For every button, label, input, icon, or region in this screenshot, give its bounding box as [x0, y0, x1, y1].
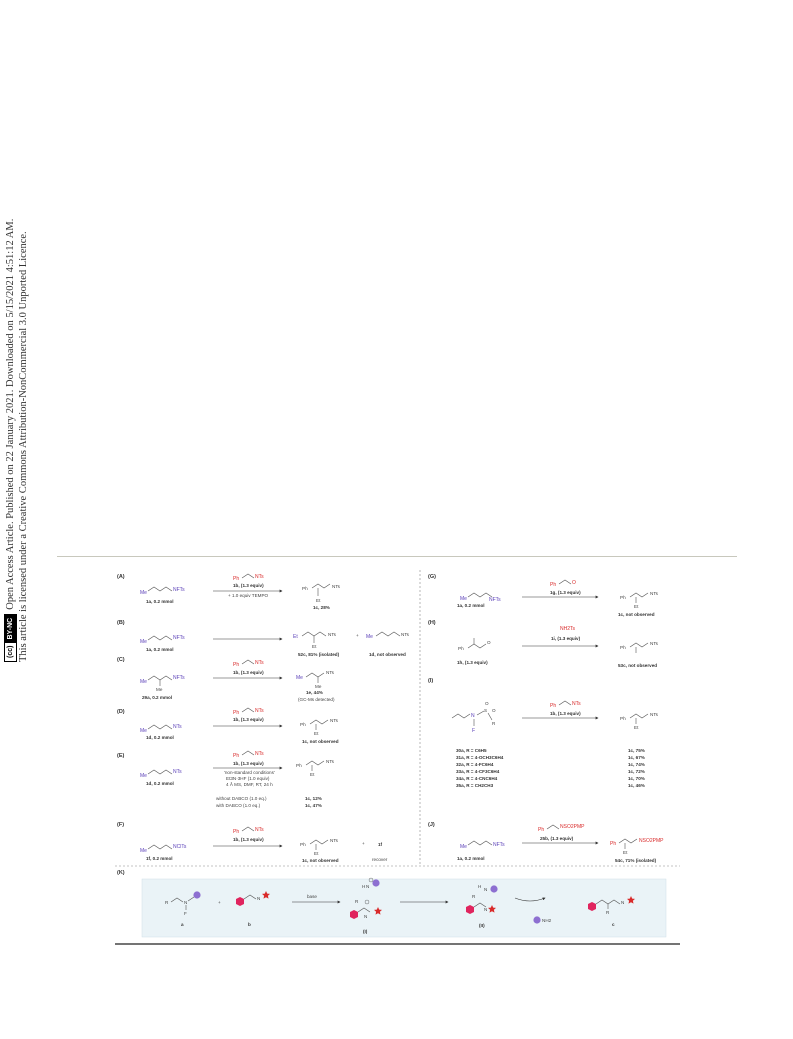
panel-c-label: (C) — [117, 657, 125, 663]
panel-b-product-2: 1d, not observed — [369, 652, 406, 657]
panel-b-sm: 1a, 0.2 mmol — [146, 647, 174, 652]
product-bond — [630, 593, 648, 597]
by-nc-badge-label: BY-NC — [5, 615, 16, 643]
panel-f-product: 1c, not observed — [302, 858, 339, 863]
panel-d — [117, 708, 339, 744]
atom-n: N — [364, 914, 368, 919]
atom-nts: NTs — [326, 670, 334, 675]
atom-ph: Ph — [550, 703, 557, 709]
product-bond — [310, 840, 328, 844]
atom-et: Et — [312, 644, 317, 649]
panel-e-result-1: 1c, 12% — [305, 796, 322, 801]
panel-b-label: (B) — [117, 620, 125, 626]
atom-ph: Ph — [296, 763, 302, 768]
product-bond — [630, 714, 648, 718]
product-bond — [310, 720, 328, 724]
atom-et: Et — [316, 598, 321, 603]
panel-h-label: (H) — [428, 620, 436, 626]
atom-nts: NTs — [332, 584, 340, 589]
panel-g-label: (G) — [428, 574, 436, 580]
panel-j-reagent: 25b, (1.3 equiv) — [540, 836, 574, 841]
purple-sphere-icon — [490, 885, 497, 892]
reagent-bond — [242, 708, 254, 712]
atom-ph: Ph — [550, 582, 557, 588]
panel-h-reagent: 1i, (1.3 equiv) — [551, 636, 581, 641]
atom-me: Me — [460, 596, 467, 602]
atom-ph: Ph — [620, 595, 626, 600]
license-text: This article is licensed under a Creative Commons Attribution-NonCommercial 3.0 Unported Licence. — [18, 231, 29, 662]
atom-me: Me — [460, 844, 467, 850]
panel-g-sm: 1a, 0.2 mmol — [457, 603, 485, 608]
atom-ph: Ph — [233, 753, 240, 759]
atom-nts: NTs — [255, 708, 264, 714]
panel-c-note: (GC-Ms detected) — [298, 697, 335, 702]
atom-nts: NTs — [255, 574, 264, 580]
panel-k-label: (K) — [117, 870, 125, 876]
panel-a-reagent: 1b, (1.3 equiv) — [233, 583, 264, 588]
panel-h-product: 53c, not observed — [618, 663, 658, 668]
atom-nts: NTs — [173, 769, 182, 775]
atom-me: Me — [366, 634, 373, 640]
atom-n: N — [184, 900, 188, 905]
atom-o: O — [487, 640, 491, 645]
atom-me: Me — [296, 675, 303, 681]
atom-r: R — [472, 894, 476, 899]
atom-me: Me — [140, 728, 147, 734]
panel-h-reagent-top: NH2Ts — [560, 626, 576, 632]
sr-bond — [488, 713, 492, 720]
intermediate-ii-label: (II) — [479, 923, 485, 928]
panel-i-row-yield: 1c, 46% — [628, 783, 645, 788]
panel-e-condition-3: 4 Å MS, DMF, RT, 24 h — [226, 782, 273, 787]
atom-h: H — [478, 884, 482, 889]
panel-j-sm: 1a, 0.2 mmol — [457, 856, 485, 861]
reagent-bond — [242, 660, 254, 664]
purple-sphere-icon — [372, 879, 379, 886]
atom-ph: Ph — [300, 722, 306, 727]
panel-f-sm: 1f, 0.2 mmol — [146, 856, 173, 861]
panel-a-product: 1c, 28% — [313, 605, 330, 610]
intermediate-i-label: (I) — [363, 929, 368, 934]
atom-me: Me — [140, 773, 147, 779]
panel-b — [117, 620, 410, 657]
chain-bond — [148, 725, 172, 729]
panel-i-row-sm: 35a, R = CH2CH3 — [456, 783, 494, 788]
panel-b-product-1: 52c, 81% (isolated) — [298, 652, 340, 657]
panel-j-label: (J) — [428, 822, 435, 828]
atom-et: Et — [634, 604, 639, 609]
panel-i — [428, 678, 659, 788]
panel-a-condition: + 1.0 equiv TEMPO — [228, 593, 269, 598]
atom-ph: Ph — [233, 710, 240, 716]
panel-f-product-2: 1f — [378, 842, 383, 847]
atom-nts: NTs — [255, 827, 264, 833]
atom-ph: Ph — [233, 576, 240, 582]
panel-i-row-yield: 1c, 70% — [628, 776, 645, 781]
plus-sign: + — [362, 841, 365, 846]
chain-bond — [452, 714, 470, 718]
panel-a-label: (A) — [117, 574, 125, 580]
product-bond — [312, 584, 330, 588]
atom-nclts: NClTs — [173, 844, 187, 850]
panel-d-product: 1c, not observed — [302, 739, 339, 744]
panel-i-row-sm: 32a, R = 4-FC6H4 — [456, 762, 494, 767]
reagent-bond — [242, 574, 254, 578]
product-bond — [619, 839, 637, 843]
panel-f — [117, 822, 388, 863]
panel-i-row-yield: 1c, 74% — [628, 762, 645, 767]
enal-bond — [468, 644, 486, 648]
atom-me: Me — [140, 639, 147, 645]
mechanism-b-label: b — [248, 922, 251, 927]
panel-e-without: without DABCO (1.0 eq.) — [216, 796, 267, 801]
atom-n: N — [484, 907, 488, 912]
purple-sphere-icon — [193, 891, 200, 898]
atom-n: N — [257, 896, 261, 901]
reagent-bond — [547, 825, 559, 829]
reagent-bond — [559, 701, 571, 705]
panel-i-row-sm: 33a, R = 4-CF3C6H4 — [456, 769, 500, 774]
panel-h-sm: 1h, (1.3 equiv) — [457, 660, 488, 665]
purple-sphere-icon — [533, 916, 540, 923]
panel-g — [428, 574, 659, 617]
panel-i-row-yield: 1c, 67% — [628, 755, 645, 760]
atom-nts: NTs — [330, 838, 338, 843]
panel-f-label: (F) — [117, 822, 125, 828]
atom-me: Me — [140, 848, 147, 854]
product-bond — [302, 632, 326, 636]
panel-e-condition-2: Et3N·3HF (1.0 equiv) — [226, 776, 270, 781]
panel-c-reagent: 1b, (1.3 equiv) — [233, 670, 264, 675]
panel-e-sm: 1d, 0.2 mmol — [146, 781, 174, 786]
atom-nfts: NFTs — [489, 597, 501, 603]
product-bond — [630, 643, 648, 647]
panel-k — [117, 870, 666, 937]
atom-me: Me — [315, 684, 322, 689]
access-text: Open Access Article. Published on 22 January 2021. Downloaded on 5/15/2021 4:51:12 AM. — [5, 218, 16, 610]
atom-nts: NTs — [650, 591, 658, 596]
atom-ph: Ph — [300, 842, 306, 847]
panel-a — [117, 574, 341, 610]
atom-n: N — [366, 884, 370, 889]
plus-sign: + — [218, 900, 221, 905]
mechanism-c-label: c — [612, 922, 615, 927]
atom-o: O — [485, 701, 489, 706]
atom-et: Et — [293, 634, 298, 640]
panel-i-reagent: 1b, (1.3 equiv) — [550, 711, 581, 716]
atom-s: S — [484, 708, 488, 713]
atom-ph: Ph — [458, 646, 464, 651]
atom-nso2pmp: NSO2PMP — [560, 824, 585, 830]
reagent-bond — [242, 751, 254, 755]
reagent-bond — [559, 580, 571, 584]
panel-e-reagent: 1b, (1.3 equiv) — [233, 761, 264, 766]
panel-d-reagent: 1b, (1.3 equiv) — [233, 717, 264, 722]
chain-bond — [148, 676, 172, 680]
atom-ph: Ph — [620, 716, 626, 721]
atom-nts: NTs — [330, 718, 338, 723]
panel-i-row-yield: 1c, 75% — [628, 748, 645, 753]
panel-j — [428, 822, 664, 863]
atom-n: N — [484, 887, 488, 892]
mechanism-panel-bg — [142, 879, 666, 937]
panel-f-recover: recover — [372, 857, 388, 862]
chain-bond — [468, 841, 492, 845]
ns-bond — [477, 711, 484, 715]
panel-i-label: (I) — [428, 678, 434, 684]
atom-me: Me — [140, 679, 147, 685]
atom-et: Et — [314, 731, 319, 736]
panel-e — [117, 751, 335, 808]
atom-ph: Ph — [610, 841, 617, 847]
atom-nfts: NFTs — [493, 842, 505, 848]
base-label: base — [307, 894, 317, 899]
atom-nts: NTs — [650, 641, 658, 646]
panel-i-row-sm: 31a, R = 4-OCH3C6H4 — [456, 755, 504, 760]
reagent-bond — [242, 827, 254, 831]
cc-badge-label: (cc) — [5, 643, 16, 661]
atom-nts: NTs — [173, 724, 182, 730]
panel-h — [428, 620, 659, 668]
atom-ph: Ph — [620, 645, 626, 650]
atom-nts: NTs — [255, 660, 264, 666]
panel-e-label: (E) — [117, 753, 125, 759]
atom-nfts: NFTs — [173, 635, 185, 641]
atom-nso2pmp: NSO2PMP — [639, 838, 664, 844]
product-bond — [306, 761, 324, 765]
atom-et: Et — [314, 851, 319, 856]
amine-leaving-group: NH2 — [542, 918, 552, 923]
panel-g-product: 1c, not observed — [618, 612, 655, 617]
panel-i-row-sm: 34a, R = 4-CNC6H4 — [456, 776, 498, 781]
mechanism-a-label: a — [181, 922, 184, 927]
atom-nts: NTs — [326, 759, 334, 764]
atom-et: Et — [634, 725, 639, 730]
product-bond — [376, 632, 400, 636]
panel-i-row-yield: 1c, 72% — [628, 769, 645, 774]
panel-e-result-2: 1c, 47% — [305, 803, 322, 808]
atom-nts: NTs — [650, 712, 658, 717]
atom-n: N — [621, 900, 625, 905]
panel-c — [117, 657, 335, 702]
chain-bond — [148, 770, 172, 774]
panel-e-with: with DABCO (1.0 eq.) — [216, 803, 261, 808]
panel-c-sm: 29a, 0.2 mmol — [142, 695, 173, 700]
panel-d-label: (D) — [117, 709, 125, 715]
atom-nfts: NFTs — [173, 675, 185, 681]
atom-et: Et — [623, 850, 628, 855]
product-bond — [306, 673, 324, 677]
panel-g-reagent: 1g, (1.3 equiv) — [550, 590, 581, 595]
panel-a-sm: 1a, 0.2 mmol — [146, 599, 174, 604]
atom-ph: Ph — [233, 829, 240, 835]
chain-bond — [148, 587, 172, 591]
atom-et: Et — [310, 772, 315, 777]
atom-r: R — [355, 899, 359, 904]
panel-f-reagent: 1b, (1.3 equiv) — [233, 837, 264, 842]
atom-nts: NTs — [401, 632, 409, 637]
panel-d-sm: 1d, 0.2 mmol — [146, 735, 174, 740]
atom-nts: NTs — [255, 751, 264, 757]
chain-bond — [148, 845, 172, 849]
plus-sign: + — [356, 633, 359, 638]
atom-ph: Ph — [538, 827, 545, 833]
atom-n: N — [471, 713, 475, 719]
atom-nfts: NFTs — [173, 587, 185, 593]
panel-c-product: 1e, 44% — [306, 690, 323, 695]
atom-nts: NTs — [572, 701, 581, 707]
atom-f: F — [472, 728, 476, 734]
atom-me: Me — [140, 590, 147, 596]
panel-i-row-sm: 30a, R = C6H5 — [456, 748, 487, 753]
atom-me: Me — [156, 687, 163, 692]
atom-ph: Ph — [233, 662, 240, 668]
atom-r: R — [606, 910, 610, 915]
atom-f: F — [184, 911, 187, 916]
panel-j-product: 54c, 71% (isolated) — [615, 858, 657, 863]
panel-e-condition-1: 'non-standard conditions' — [224, 770, 275, 775]
atom-ph: Ph — [302, 586, 308, 591]
atom-r: R — [165, 900, 169, 905]
atom-o: O — [492, 708, 496, 713]
chain-bond — [148, 636, 172, 640]
atom-nts: NTs — [328, 632, 336, 637]
atom-o: O — [572, 580, 576, 586]
atom-r: R — [492, 721, 496, 726]
atom-h: H — [362, 884, 366, 889]
